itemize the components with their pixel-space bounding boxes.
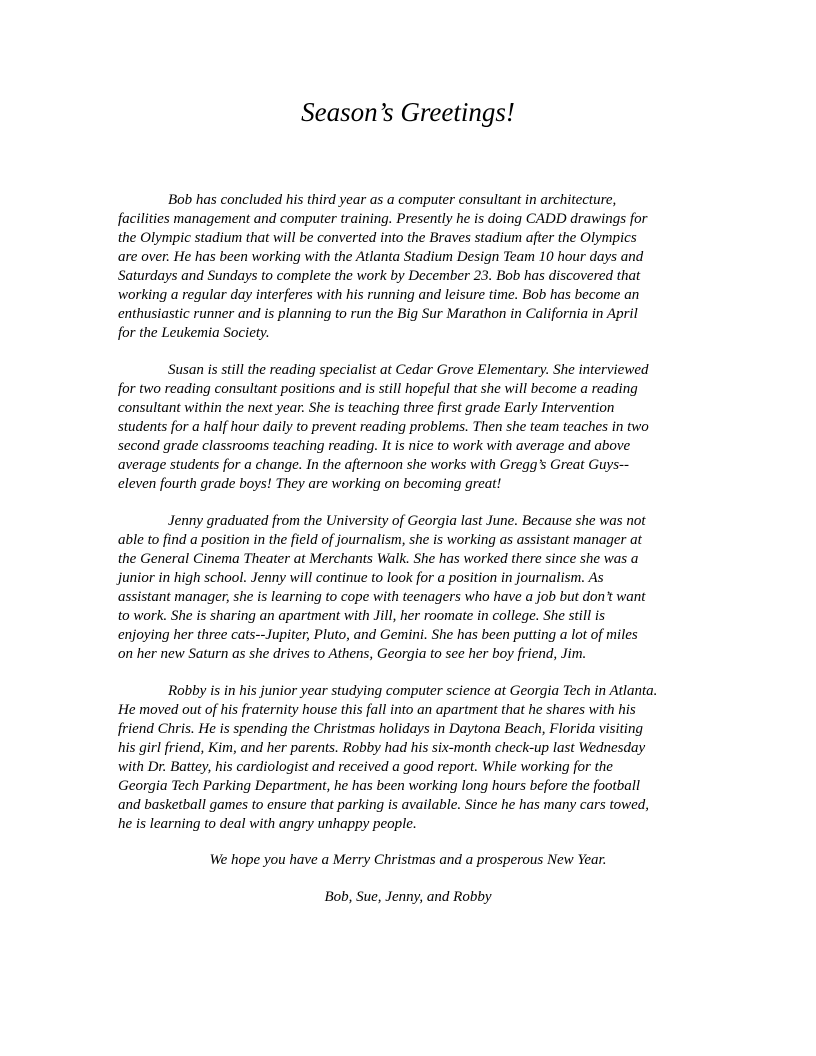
paragraph-line: for two reading consultant positions and is still hopeful that she will become a reading — [118, 381, 638, 397]
paragraph-line: his girl friend, Kim, and her parents. Robby had his six-month check-up last Wednesday — [118, 740, 646, 756]
paragraph-line: enjoying her three cats--Jupiter, Pluto, and Gemini. She has been putting a lot of miles — [118, 627, 638, 643]
closing-wish: We hope you have a Merry Christmas and a prosperous New Year. — [209, 852, 607, 868]
paragraph-line: assistant manager, she is learning to cope with teenagers who have a job but don’t want — [118, 589, 646, 605]
paragraph-line: junior in high school. Jenny will continue to look for a position in journalism. As — [118, 570, 604, 586]
paragraph-line: students for a half hour daily to prevent reading problems. Then she team teaches in two — [118, 419, 649, 435]
paragraph-line: working a regular day interferes with his running and leisure time. Bob has become an — [118, 287, 640, 303]
paragraph-line: eleven fourth grade boys! They are working on becoming great! — [118, 476, 502, 492]
paragraph-line: with Dr. Battey, his cardiologist and received a good report. While working for the — [118, 759, 613, 775]
paragraph-line: second grade classrooms teaching reading. It is nice to work with average and above — [118, 438, 631, 454]
paragraph-line: facilities management and computer training. Presently he is doing CADD drawings for — [118, 211, 648, 227]
paragraph-line: consultant within the next year. She is teaching three first grade Early Intervention — [118, 400, 615, 416]
paragraph-jenny — [118, 512, 698, 664]
paragraph-line: are over. He has been working with the Atlanta Stadium Design Team 10 hour days and — [118, 249, 644, 265]
paragraph-line: friend Chris. He is spending the Christmas holidays in Daytona Beach, Florida visiting — [118, 721, 643, 737]
paragraph-line: average students for a change. In the afternoon she works with Gregg’s Great Guys-- — [118, 457, 630, 473]
paragraph-line: for the Leukemia Society. — [118, 325, 270, 341]
paragraph-line: he is learning to deal with angry unhappy people. — [118, 816, 417, 832]
paragraph-line: the General Cinema Theater at Merchants Walk. She has worked there since she was a — [118, 551, 639, 567]
paragraph-line: Robby is in his junior year studying computer science at Georgia Tech in Atlanta. — [168, 683, 658, 699]
paragraph-line: able to find a position in the field of journalism, she is working as assistant manager at — [118, 532, 642, 548]
paragraph-line: on her new Saturn as she drives to Athens, Georgia to see her boy friend, Jim. — [118, 646, 587, 662]
paragraph-line: Georgia Tech Parking Department, he has been working long hours before the football — [118, 778, 641, 794]
paragraph-line: Jenny graduated from the University of Georgia last June. Because she was not — [168, 513, 646, 529]
paragraph-line: Saturdays and Sundays to complete the work by December 23. Bob has discovered that — [118, 268, 641, 284]
letter-body — [118, 191, 698, 852]
paragraph-line: the Olympic stadium that will be converted into the Braves stadium after the Olympics — [118, 230, 637, 246]
paragraph-robby — [118, 682, 698, 834]
paragraph-line: Bob has concluded his third year as a computer consultant in architecture, — [168, 192, 617, 208]
paragraph-line: and basketball games to ensure that parking is available. Since he has many cars towed, — [118, 797, 650, 813]
paragraph-line: to work. She is sharing an apartment with Jill, her roomate in college. She still is — [118, 608, 605, 624]
paragraph-line: Susan is still the reading specialist at Cedar Grove Elementary. She interviewed — [168, 362, 649, 378]
page-title: Season’s Greetings! — [301, 97, 515, 127]
paragraph-bob — [118, 191, 698, 343]
paragraph-susan — [118, 361, 698, 494]
paragraph-line: enthusiastic runner and is planning to run the Big Sur Marathon in California in April — [118, 306, 638, 322]
signature: Bob, Sue, Jenny, and Robby — [324, 889, 492, 905]
paragraph-line: He moved out of his fraternity house this fall into an apartment that he shares with his — [118, 702, 636, 718]
